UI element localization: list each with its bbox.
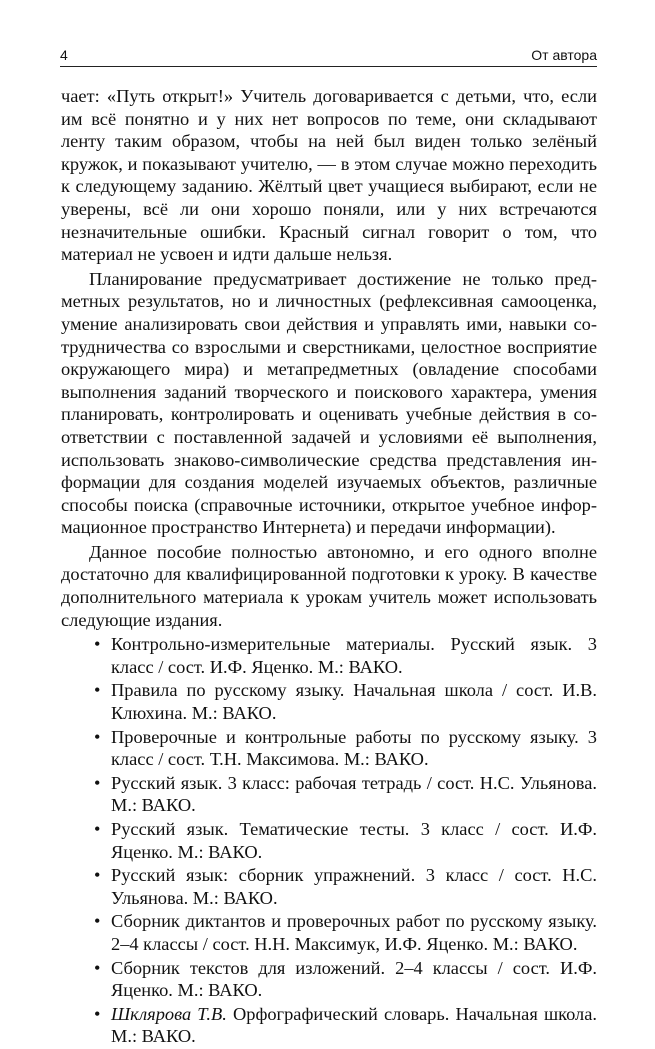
reference-text: Сборник текстов для изложений. 2–4 классы / сост. И.Ф. Яценко. М.: ВАКО. xyxy=(111,957,597,1001)
reference-item xyxy=(111,910,597,955)
reference-text: Сборник диктантов и проверочных работ по русскому языку. 2–4 классы / сост. Н.Н. Максимук, И.Ф. Яценко. М.: ВАКО. xyxy=(111,911,597,954)
reference-text: Орфографический словарь. Начальная школа. М.: ВАКО. xyxy=(111,1003,597,1047)
paragraph-continuation: чает: «Путь открыт!» Учитель договаривается с детьми, что, если им всё понятно и у них нет вопросов по теме, они складывают ленту таким образом, чтобы на ней был виден только зелёный кружок, и показывают учителю, — в этом случае можно переходить к следующему заданию. Жёлтый цвет учащиеся выбирают, если не уверены, всё ли они хорошо поняли, или у них встречаются незначительные ошибки. Красный сигнал говорит о том, что материал не усвоен и идти дальше нельзя. xyxy=(61,86,597,265)
reference-item xyxy=(111,726,597,771)
page-body xyxy=(61,85,597,1049)
reference-item xyxy=(111,957,597,1002)
page-number: 4 xyxy=(60,47,68,63)
reference-text: Проверочные и контрольные работы по русскому языку. 3 класс / сост. Т.Н. Максимова. М.: ВАКО. xyxy=(111,726,597,770)
reference-text: Русский язык: сборник упражнений. 3 класс / сост. Н.С. Ульянова. М.: ВАКО. xyxy=(111,865,597,908)
reference-item xyxy=(111,772,597,817)
reference-text: Контрольно-измерительные материалы. Русский язык. 3 класс / сост. И.Ф. Яценко. М.: ВАКО. xyxy=(111,634,597,677)
reference-text: Русский язык. 3 класс: рабочая тетрадь / сост. Н.С. Ульянова. М.: ВАКО. xyxy=(111,772,597,816)
reference-item xyxy=(111,864,597,909)
reference-text: Русский язык. Тематические тесты. 3 класс / сост. И.Ф. Яценко. М.: ВАКО. xyxy=(111,819,597,862)
reference-item xyxy=(111,818,597,863)
reference-text: Правила по русскому языку. Начальная школа / сост. И.В. Клюхина. М.: ВАКО. xyxy=(111,680,597,724)
running-header xyxy=(60,46,597,67)
reference-item xyxy=(111,1003,597,1048)
reference-author: Шклярова Т.В. xyxy=(111,1003,227,1024)
paragraph-planning: Планирование предусматривает достижение не только предметных результатов, но и личностных (рефлексивная самооценка, умение анализировать свои действия и управлять ими, навыки сотрудничества со взрослыми и сверстниками, целостное восприятие окружающего мира) и метапредметных (овладение способами выполнения заданий творческого и поискового характера, умения планировать, контролировать и оценивать учебные действия в соответствии с поставленной задачей и условиями её выполнения, использовать знаково-символические средства представления информации для создания моделей изучаемых объектов, различные способы поиска (справочные источники, открытое учебное информационное пространство Интернета) и передачи информации). xyxy=(61,268,597,538)
reference-item xyxy=(111,679,597,724)
section-title: От автора xyxy=(531,47,597,63)
reference-list xyxy=(61,633,597,1048)
reference-item xyxy=(111,633,597,678)
paragraph-manual: Данное пособие полностью автономно, и его одного вполне достаточно для квалифицированной подготовки к уроку. В качестве дополнительного материала к урокам учитель может использовать следующие издания. xyxy=(61,541,597,630)
